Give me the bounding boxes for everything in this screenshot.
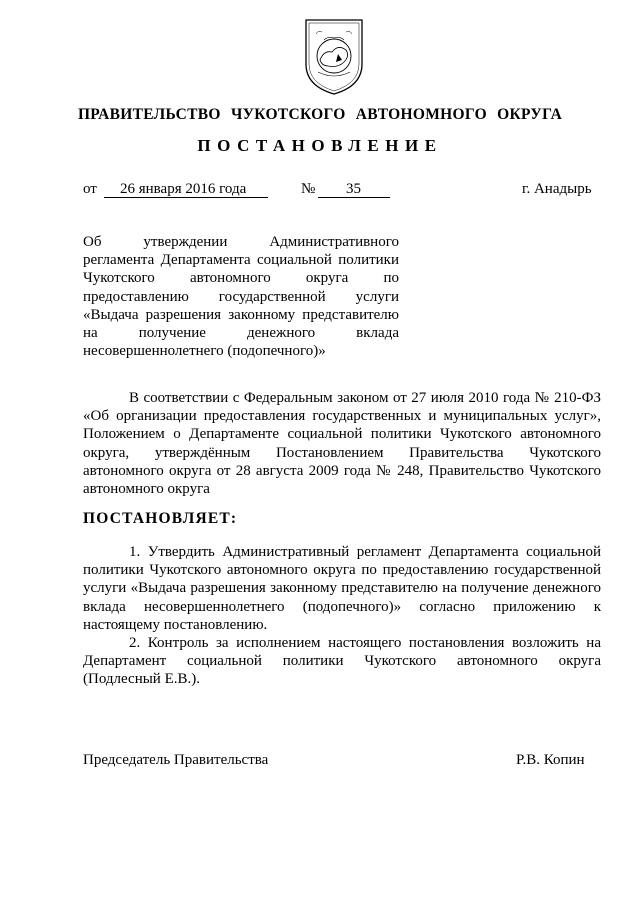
subject-line: Чукотского автономного округа по (83, 270, 399, 287)
date-from-label: от (83, 181, 97, 197)
subject-line: на получение денежного вклада (83, 325, 399, 342)
paragraph-line: (Подлесный Е.В.). (83, 671, 200, 688)
preamble-paragraph (83, 389, 601, 498)
paragraph-line: 2. Контроль за исполнением настоящего постановления возложить на (129, 635, 601, 651)
paragraph-line: округа, утверждённым Постановлением Правительства Чукотского (83, 444, 601, 461)
paragraph-line: автономного округа от 28 августа 2009 года № 248, Правительство Чукотского (83, 462, 601, 479)
document-subject (83, 233, 399, 360)
signatory-name: Р.В. Копин (516, 752, 585, 768)
subject-line: несовершеннолетнего (подопечного)» (83, 343, 326, 360)
paragraph-line: В соответствии с Федеральным законом от 27 июля 2010 года № 210-ФЗ (129, 390, 601, 406)
signatory-position: Председатель Правительства (83, 752, 269, 768)
document-date: 26 января 2016 года (120, 181, 247, 197)
paragraph-line: услуги «Выдача разрешения законному представителю на получение денежного (83, 580, 601, 597)
paragraph-line: вклада несовершеннолетнего (подопечного)» согласно приложению к (83, 598, 601, 615)
paragraph-line: настоящему постановлению. (83, 616, 268, 633)
decree-item-2 (83, 634, 601, 689)
decree-item-1 (83, 543, 601, 634)
document-number: 35 (346, 181, 361, 197)
government-title: ПРАВИТЕЛЬСТВО ЧУКОТСКОГО АВТОНОМНОГО ОКРУГА (77, 106, 563, 123)
paragraph-line: 1. Утвердить Административный регламент Департамента социальной (129, 544, 601, 560)
chukotka-coat-of-arms-icon (300, 14, 368, 98)
document-type: ПОСТАНОВЛЕНИЕ (197, 136, 443, 155)
subject-line: предоставлению государственной услуги (83, 288, 399, 305)
subject-line: «Выдача разрешения законному представителю (83, 306, 399, 323)
paragraph-line: «Об организации предоставления государственных и муниципальных услуг», (83, 408, 601, 425)
subject-line: регламента Департамента социальной политики (83, 252, 399, 269)
number-label: № (301, 181, 316, 197)
paragraph-line: Департамент социальной политики Чукотского автономного округа (83, 653, 601, 670)
paragraph-line: автономного округа (83, 481, 210, 498)
document-place: г. Анадырь (522, 181, 592, 197)
decree-heading: ПОСТАНОВЛЯЕТ: (83, 510, 238, 527)
paragraph-line: политики Чукотского автономного округа по предоставлению государственной (83, 562, 601, 579)
paragraph-line: Положением о Департаменте социальной политики Чукотского автономного (83, 426, 601, 443)
subject-line: Об утверждении Административного (83, 234, 399, 250)
